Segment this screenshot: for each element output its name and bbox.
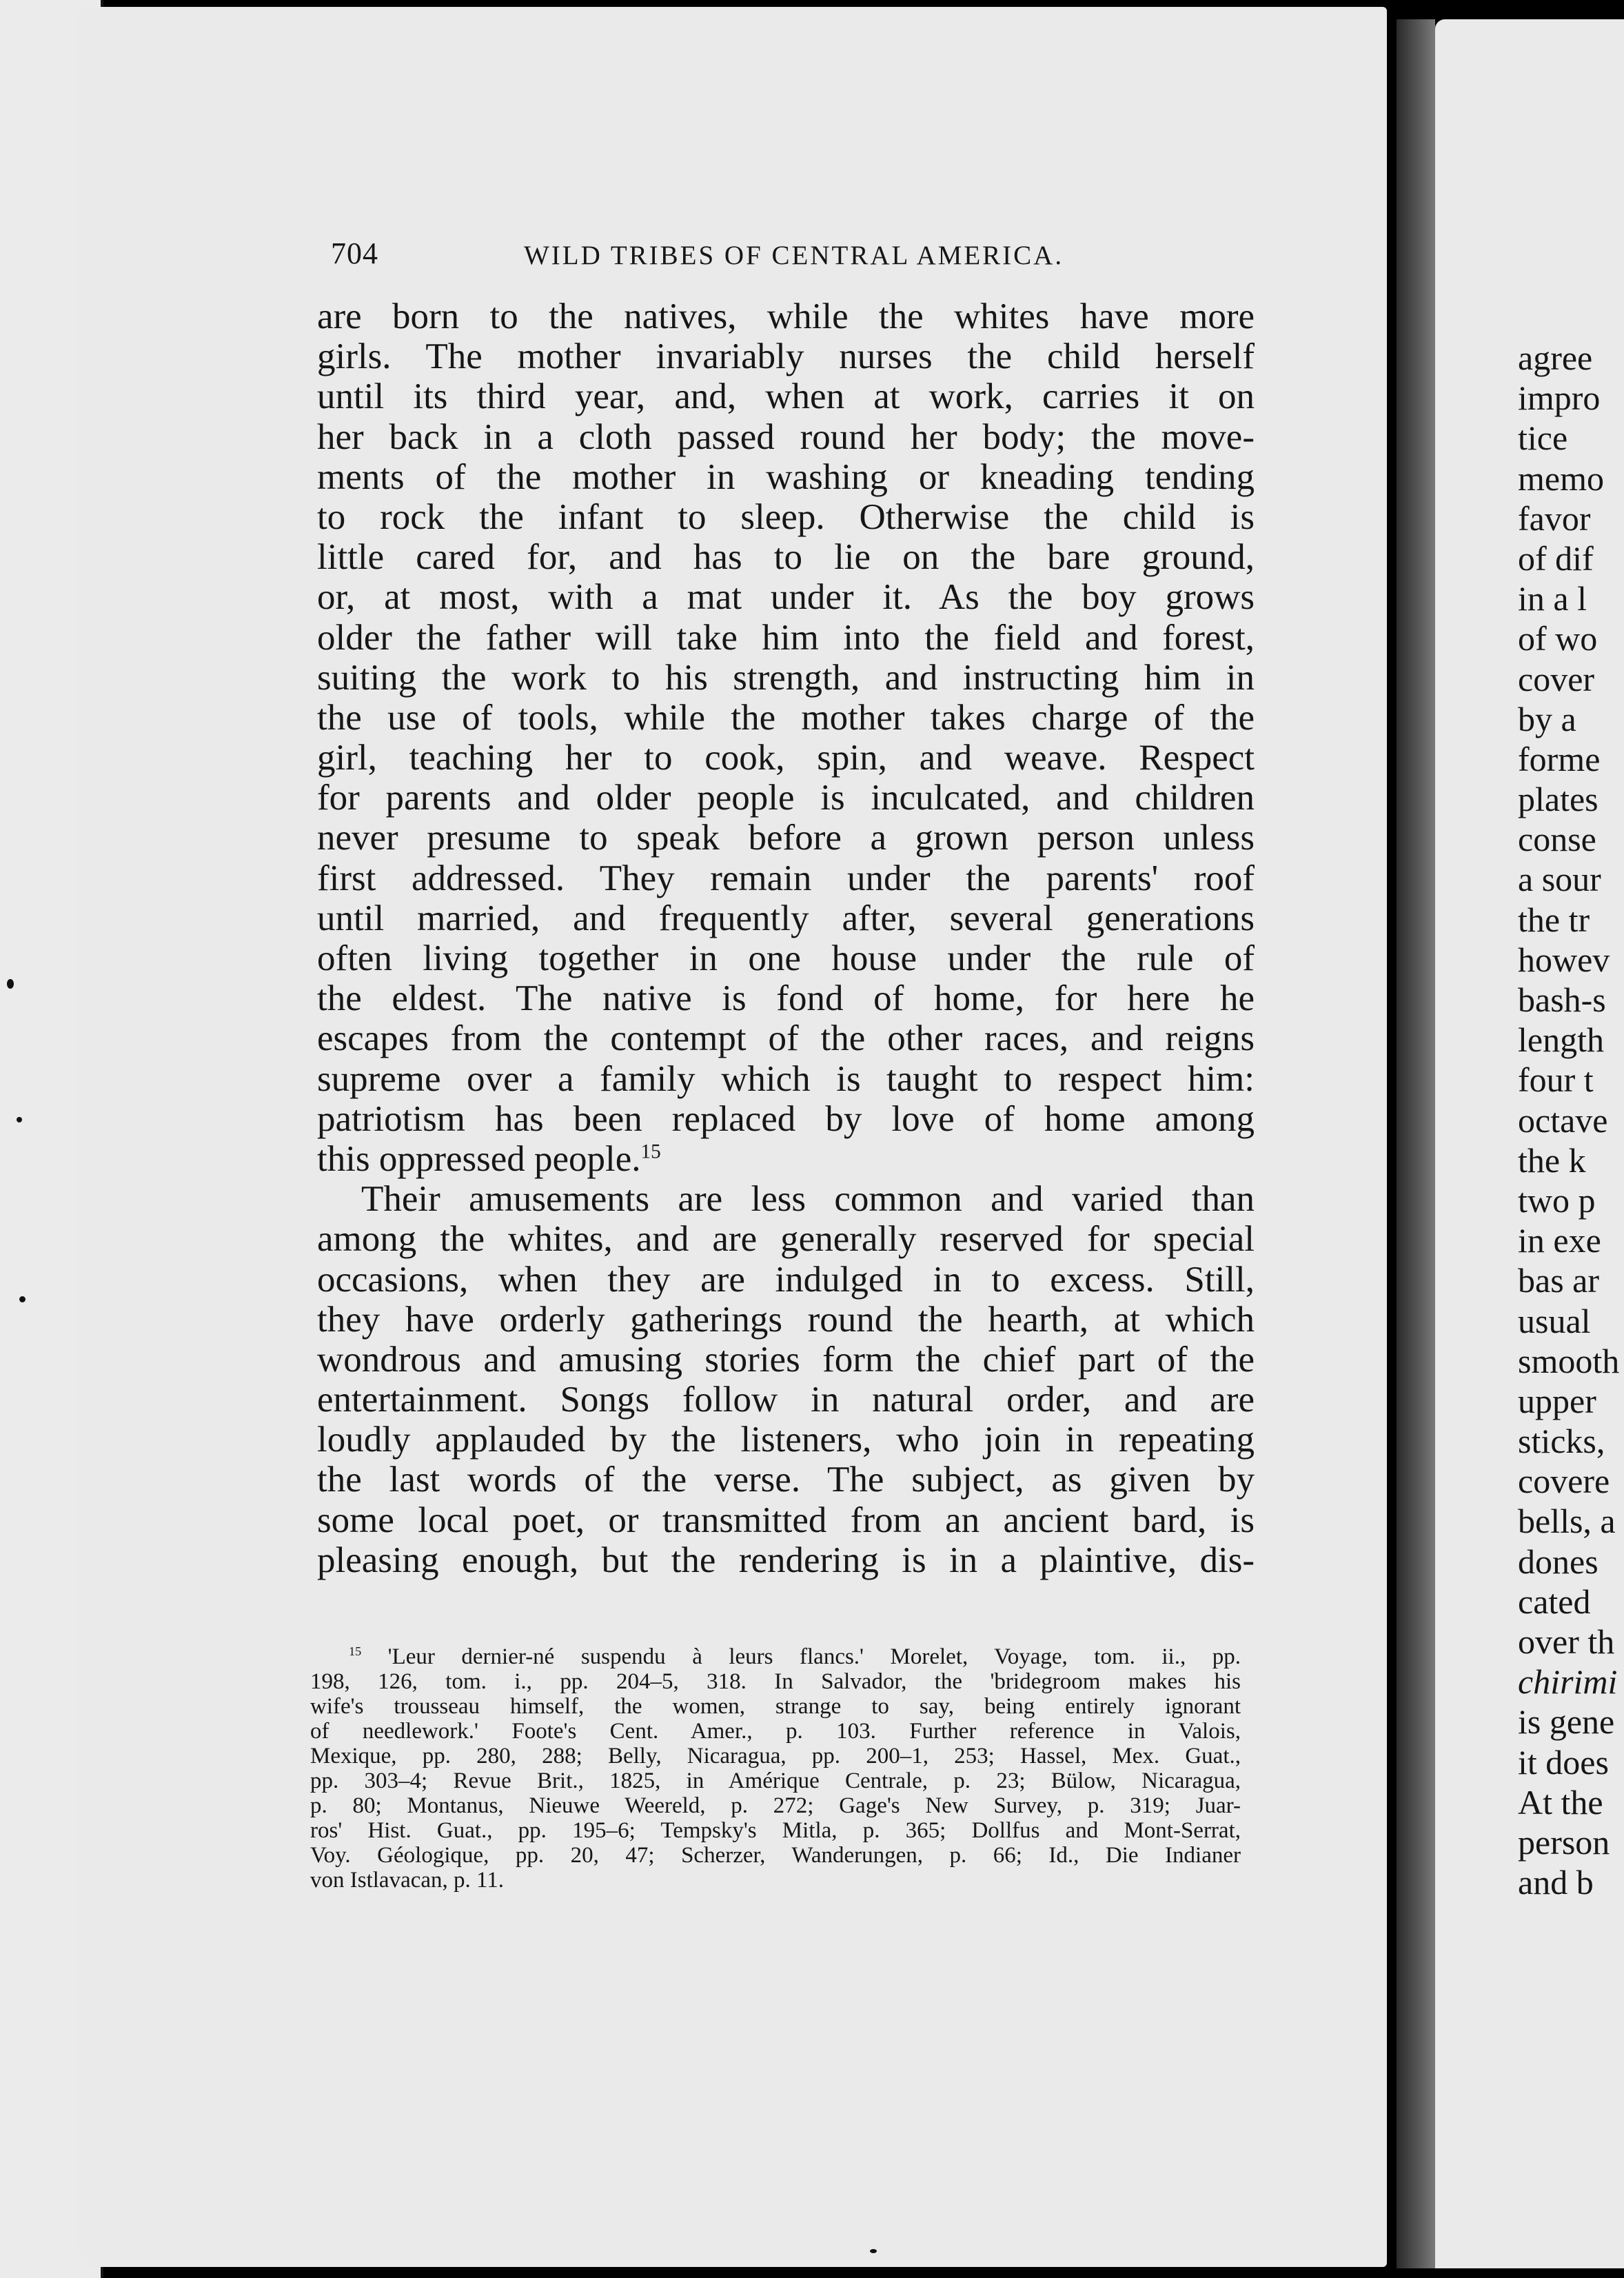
text-line: ments of the mother in washing or kneading tending (317, 456, 1255, 497)
facing-line: in a l (1518, 579, 1587, 618)
text-line: suiting the work to his strength, and instructing him in (317, 657, 1255, 698)
facing-line: by a (1518, 699, 1576, 738)
text-line: or, at most, with a mat under it. As the boy grows (317, 577, 1255, 618)
facing-line: covere (1518, 1462, 1610, 1501)
facing-line: of wo (1518, 619, 1598, 658)
facing-line: upper (1518, 1381, 1596, 1420)
facing-line: length (1518, 1020, 1604, 1060)
facing-line: sticks, (1518, 1422, 1605, 1461)
paragraph-last-line (317, 1139, 1255, 1179)
text-line: pleasing enough, but the rendering is in a plaintive, dis- (317, 1540, 1255, 1580)
footnote-line: Mexique, pp. 280, 288; Belly, Nicaragua, pp. 200–1, 253; Hassel, Mex. Guat., (310, 1744, 1241, 1768)
footnote-number: 15 (349, 1644, 362, 1658)
facing-line: chirimi (1518, 1662, 1618, 1702)
facing-line: forme (1518, 739, 1601, 778)
scan-speck (17, 1117, 22, 1122)
body-text (317, 296, 1255, 1580)
text-line: the use of tools, while the mother takes charge of the (317, 697, 1255, 738)
facing-line: a sour (1518, 860, 1601, 899)
footnote-line: of needlework.' Foote's Cent. Amer., p. 103. Further reference in Valois, (310, 1719, 1241, 1744)
facing-line: and b (1518, 1863, 1594, 1902)
facing-line: impro (1518, 379, 1601, 418)
text-line: until its third year, and, when at work, carries it on (317, 376, 1255, 417)
text-line: her back in a cloth passed round her body; the move- (317, 416, 1255, 457)
text-line: the eldest. The native is fond of home, for here he (317, 978, 1255, 1019)
facing-line: the tr (1518, 900, 1590, 939)
facing-line: person (1518, 1822, 1610, 1862)
facing-line: is gene (1518, 1702, 1615, 1742)
footnote-ref: 15 (640, 1140, 661, 1163)
scan-speck (7, 979, 14, 989)
text-line: girls. The mother invariably nurses the child herself (317, 336, 1255, 377)
facing-line: over th (1518, 1622, 1615, 1661)
facing-line: smooth (1518, 1341, 1620, 1380)
facing-line: howev (1518, 940, 1610, 979)
scan-speck (870, 2249, 877, 2253)
footnote-line: Voy. Géologique, pp. 20, 47; Scherzer, Wanderungen, p. 66; Id., Die Indianer (310, 1843, 1241, 1868)
text-line: little cared for, and has to lie on the bare ground, (317, 537, 1255, 578)
footnote-block (310, 1644, 1241, 1893)
facing-line: cated (1518, 1582, 1591, 1621)
text-line: often living together in one house under the rule of (317, 938, 1255, 978)
facing-line: cover (1518, 659, 1595, 698)
footnote-line: 198, 126, tom. i., pp. 204–5, 318. In Salvador, the 'bridegroom makes his (310, 1669, 1241, 1694)
facing-line: the k (1518, 1140, 1586, 1180)
page-header (331, 236, 1255, 277)
text-line: first addressed. They remain under the parents' roof (317, 858, 1255, 898)
text-line: supreme over a family which is taught to respect him: (317, 1058, 1255, 1099)
text-line: for parents and older people is inculcated, and children (317, 778, 1255, 818)
facing-line: dones (1518, 1542, 1598, 1581)
facing-line: octave (1518, 1100, 1608, 1140)
text-run: this oppressed people. (317, 1138, 641, 1179)
text-line: loudly applauded by the listeners, who join in repeating (317, 1420, 1255, 1460)
facing-line: memo (1518, 458, 1604, 498)
facing-line: bas ar (1518, 1261, 1599, 1300)
facing-line: favor (1518, 498, 1591, 538)
facing-line: bash-s (1518, 980, 1606, 1019)
footnote-line: wife's trousseau himself, the women, strange to say, being entirely ignorant (310, 1694, 1241, 1719)
text-line: patriotism has been replaced by love of home among (317, 1098, 1255, 1139)
facing-line: of dif (1518, 538, 1594, 578)
footnote-line (310, 1644, 1241, 1669)
facing-line: tice (1518, 419, 1568, 458)
facing-line: four t (1518, 1060, 1594, 1100)
text-line: among the whites, and are generally reserved for special (317, 1219, 1255, 1260)
footnote-line: pp. 303–4; Revue Brit., 1825, in Amérique Centrale, p. 23; Bülow, Nicaragua, (310, 1768, 1241, 1793)
text-line: Their amusements are less common and varied than (361, 1179, 1255, 1220)
text-line: older the father will take him into the field and forest, (317, 617, 1255, 658)
text-line: they have orderly gatherings round the hearth, at which (317, 1299, 1255, 1340)
text-line: until married, and frequently after, several generations (317, 898, 1255, 938)
text-line: never presume to speak before a grown person unless (317, 818, 1255, 858)
text-line: the last words of the verse. The subject, as given by (317, 1460, 1255, 1500)
running-head: WILD TRIBES OF CENTRAL AMERICA. (524, 241, 1064, 270)
text-line: some local poet, or transmitted from an ancient bard, is (317, 1500, 1255, 1540)
facing-line: agree (1518, 339, 1593, 377)
text-line: escapes from the contempt of the other races, and reigns (317, 1018, 1255, 1059)
text-line: to rock the infant to sleep. Otherwise the child is (317, 496, 1255, 537)
facing-line: in exe (1518, 1221, 1601, 1260)
facing-line: bells, a (1518, 1502, 1616, 1541)
footnote-line: von Istlavacan, p. 11. (310, 1868, 505, 1893)
facing-line: two p (1518, 1180, 1596, 1220)
footnote-line: p. 80; Montanus, Nieuwe Weereld, p. 272; Gage's New Survey, p. 319; Juar- (310, 1793, 1241, 1818)
page-number: 704 (331, 236, 378, 270)
facing-line: plates (1518, 780, 1598, 819)
text-line: entertainment. Songs follow in natural order, and are (317, 1380, 1255, 1420)
scan-speck (19, 1296, 26, 1302)
book-gutter (1397, 19, 1435, 2268)
facing-page-text (1518, 338, 1624, 1902)
text-line: wondrous and amusing stories form the chief part of the (317, 1339, 1255, 1380)
facing-line: usual (1518, 1301, 1591, 1340)
text-line: are born to the natives, while the whites have more (317, 296, 1255, 336)
text-line: occasions, when they are indulged in to excess. Still, (317, 1259, 1255, 1300)
facing-line: At the (1518, 1782, 1603, 1822)
text-line: girl, teaching her to cook, spin, and weave. Respect (317, 738, 1255, 778)
facing-line: conse (1518, 820, 1596, 859)
footnote-text: 'Leur dernier-né suspendu à leurs flancs.' Morelet, Voyage, tom. ii., pp. (387, 1644, 1241, 1669)
facing-line: it does (1518, 1742, 1609, 1782)
footnote-line: ros' Hist. Guat., pp. 195–6; Tempsky's Mitla, p. 365; Dollfus and Mont-Serrat, (310, 1818, 1241, 1843)
